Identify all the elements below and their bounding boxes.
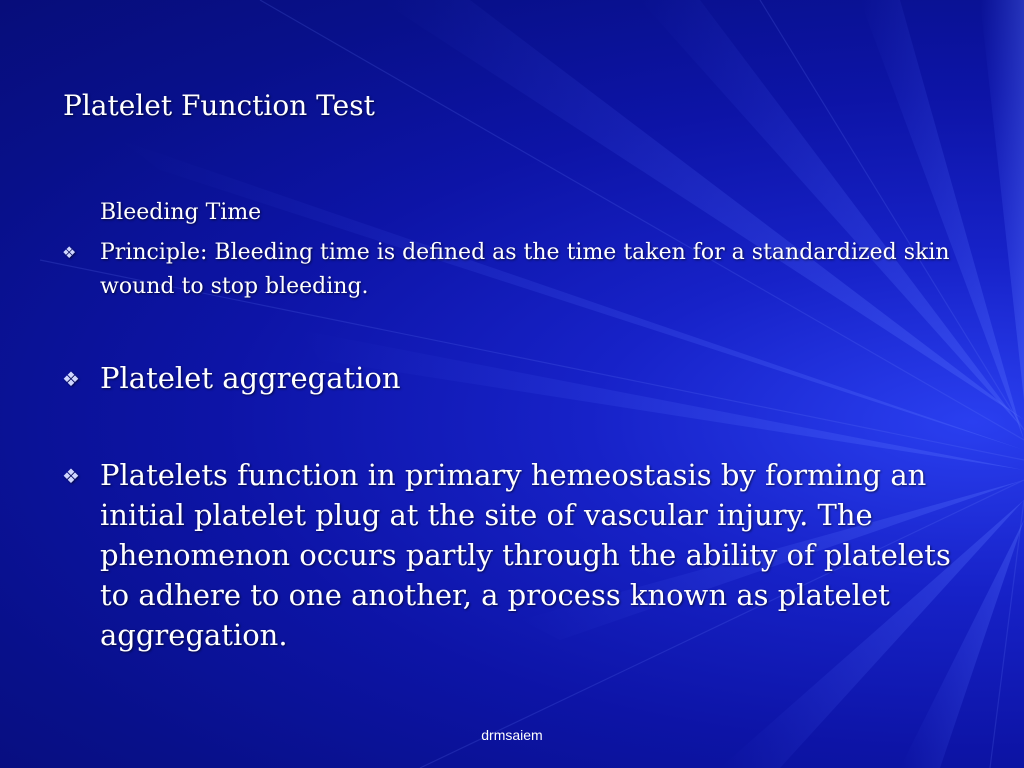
- bullet-text: Platelets function in primary hemeostasis by forming an initial platelet plug at the site of vascular injury. The phenomenon occurs partly through the ability of platelets to adhere to one another, a process known as platelet aggregation.: [100, 458, 951, 652]
- slide-footer: drmsaiem: [481, 727, 543, 743]
- slide-body: [62, 196, 962, 655]
- bullet-principle: [62, 236, 962, 304]
- diamond-bullet-icon: ❖: [62, 243, 77, 262]
- bullet-text: Platelet aggregation: [100, 361, 401, 395]
- bullet-platelet-aggregation: [62, 358, 962, 398]
- slide-title: Platelet Function Test: [63, 89, 375, 122]
- subheading-bleeding-time: Bleeding Time: [100, 200, 262, 225]
- bullet-platelet-function: [62, 455, 962, 655]
- diamond-bullet-icon: ❖: [62, 367, 80, 391]
- bullet-text: Principle: Bleeding time is defined as the time taken for a standardized skin wound to stop bleeding.: [100, 240, 950, 299]
- diamond-bullet-icon: ❖: [62, 464, 80, 488]
